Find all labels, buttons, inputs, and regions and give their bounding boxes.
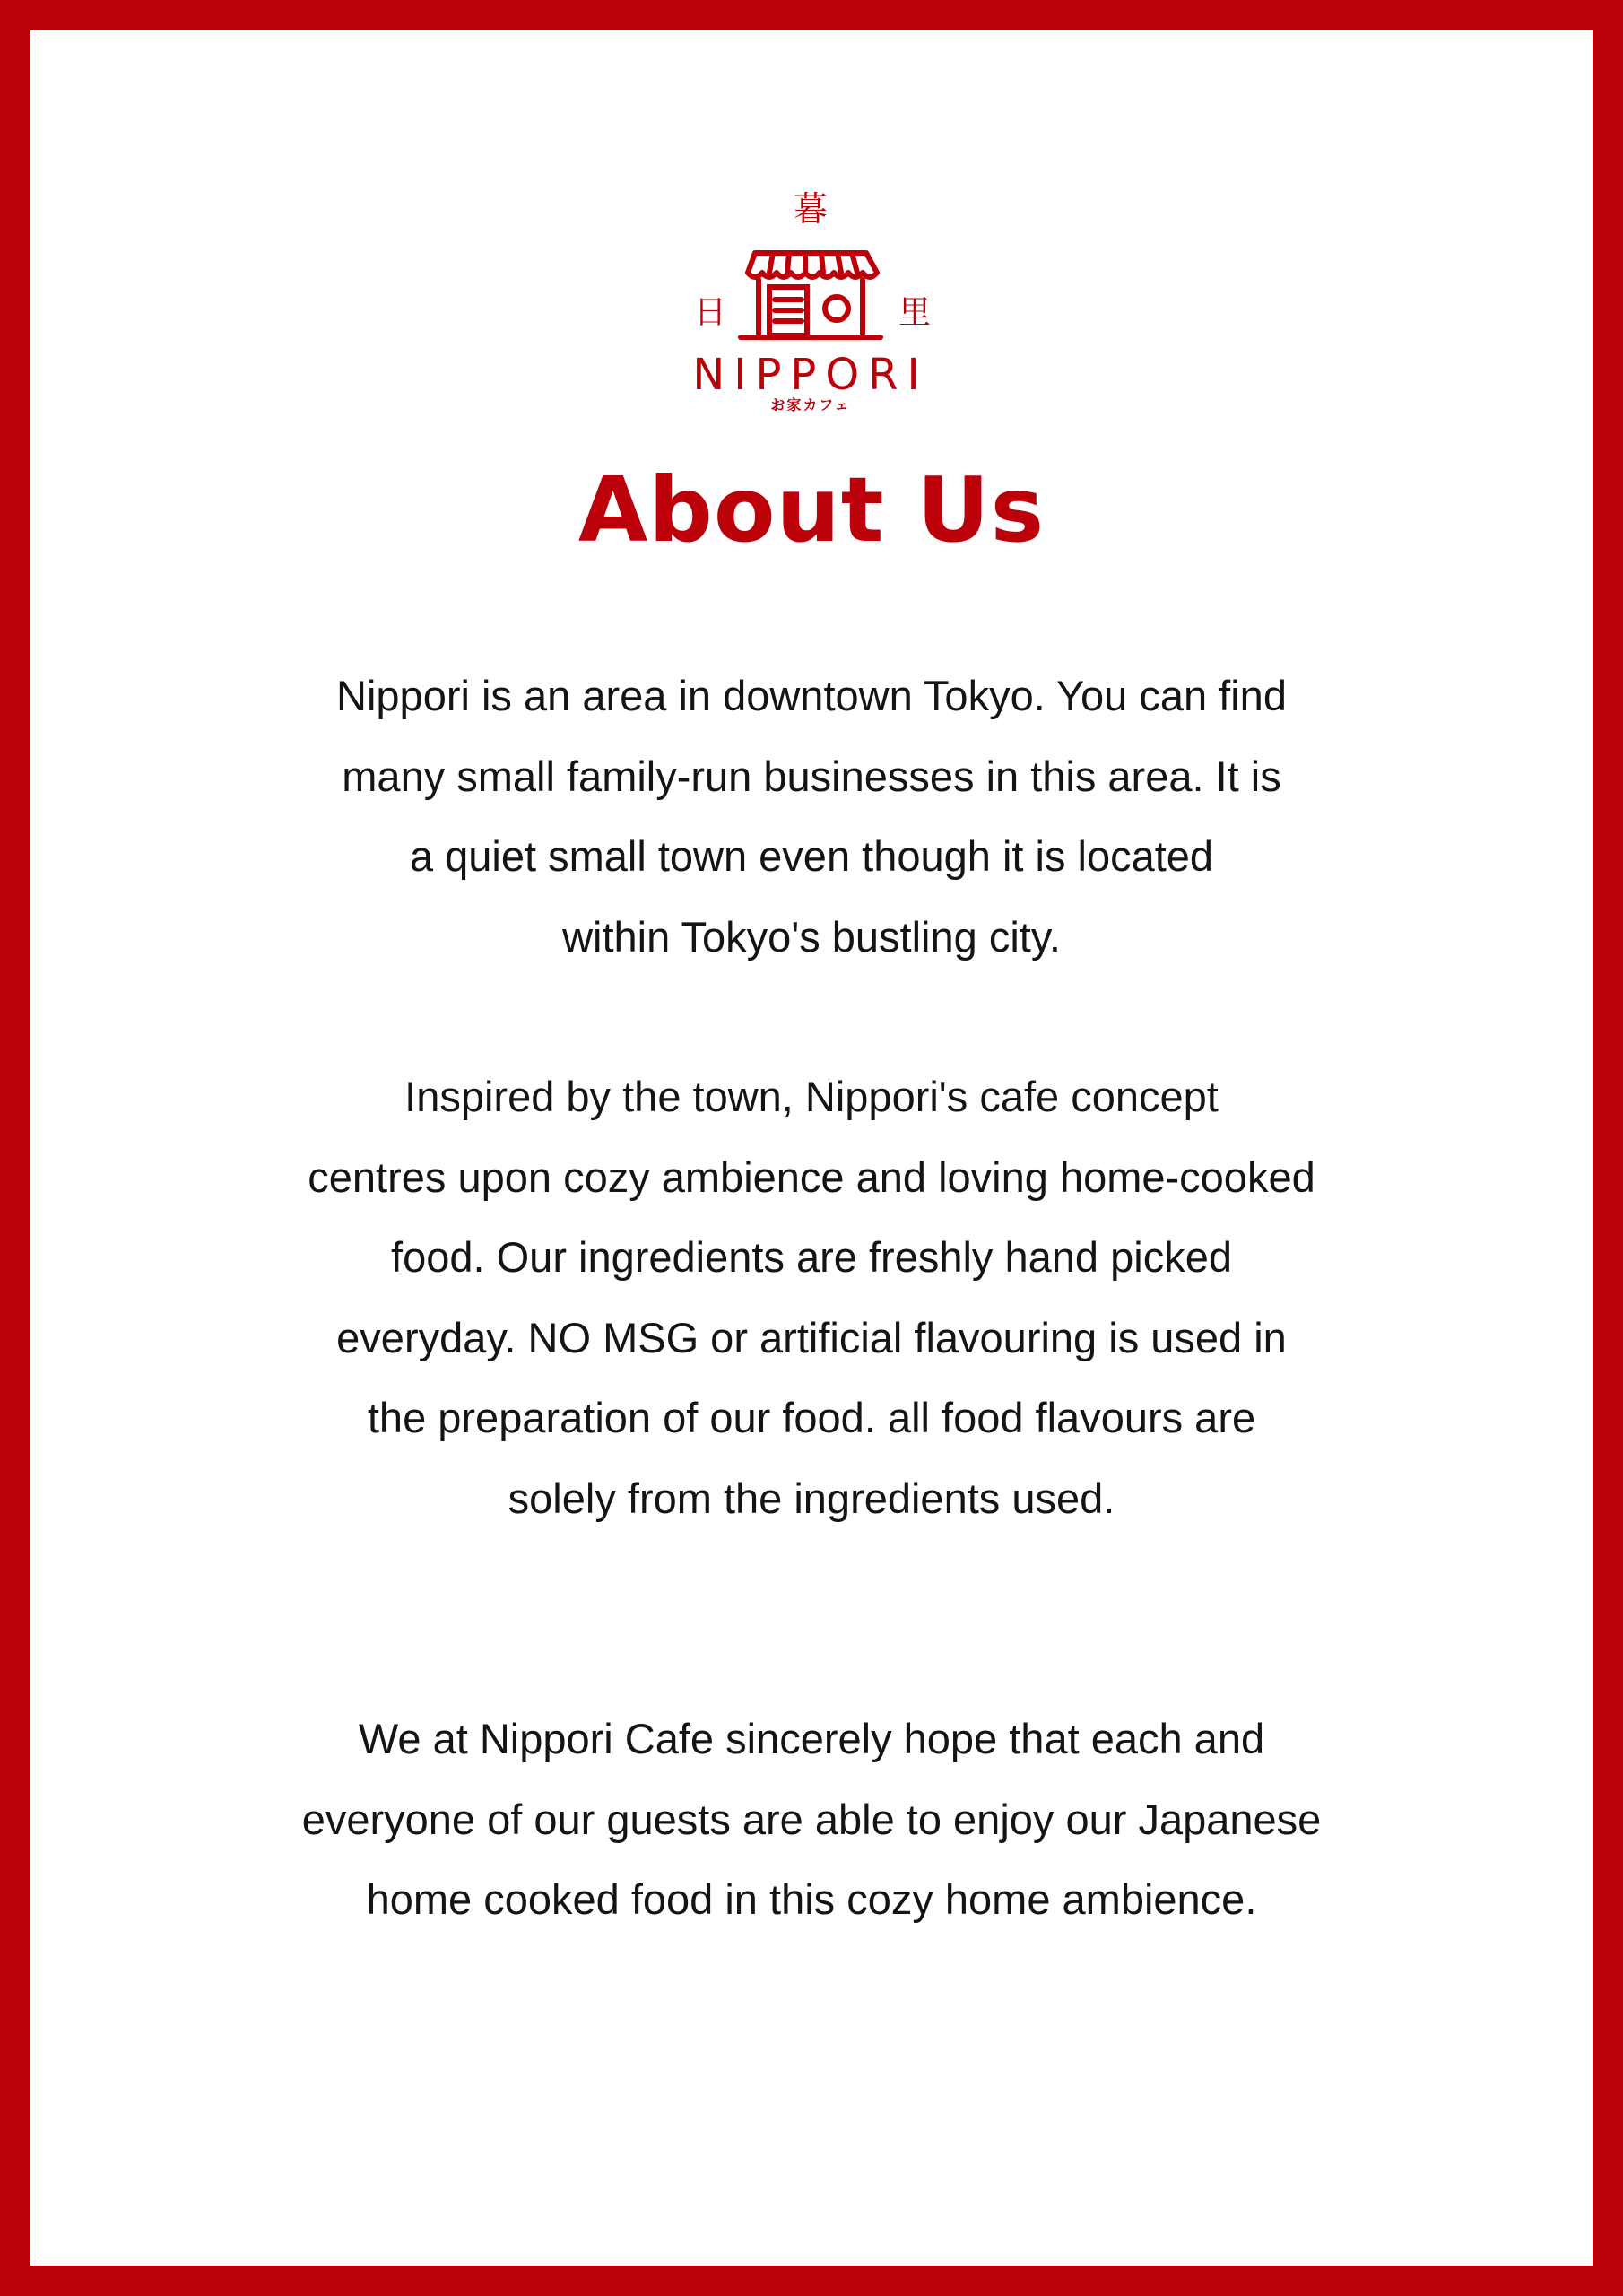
text-line: Nippori is an area in downtown Tokyo. You can find <box>336 672 1287 719</box>
logo-kanji-right: 里 <box>898 294 932 331</box>
text-line: everyday. NO MSG or artificial flavouring is used in <box>336 1313 1287 1361</box>
text-line: solely from the ingredients used. <box>508 1474 1115 1522</box>
nippori-logo <box>658 174 963 443</box>
shop-storefront-icon <box>658 174 963 443</box>
logo-kanji-top: 暮 <box>793 189 829 229</box>
text-line: home cooked food in this cozy home ambience. <box>366 1875 1257 1923</box>
paragraph-closing <box>30 1699 1593 1940</box>
text-line: Inspired by the town, Nippori's cafe concept <box>404 1073 1219 1120</box>
text-line: many small family-run businesses in this area. It is <box>342 752 1281 800</box>
text-line: everyone of our guests are able to enjoy our Japanese <box>301 1795 1322 1843</box>
text-line: a quiet small town even though it is located <box>409 832 1214 880</box>
text-line: the preparation of our food. all food flavours are <box>367 1394 1256 1441</box>
page-title: About Us <box>577 457 1046 562</box>
text-line: centres upon cozy ambience and loving home-cooked <box>308 1152 1315 1201</box>
logo-wordmark: NIPPORI <box>692 350 929 400</box>
text-line: food. Our ingredients are freshly hand picked <box>391 1233 1232 1281</box>
text-line: We at Nippori Cafe sincerely hope that each and <box>358 1715 1265 1762</box>
logo-kanji-left: 日 <box>693 294 727 331</box>
paragraph-intro <box>30 656 1593 977</box>
logo-tagline: お家カフェ <box>770 396 851 413</box>
paragraph-concept <box>30 1057 1593 1538</box>
text-line: within Tokyo's bustling city. <box>562 912 1061 961</box>
